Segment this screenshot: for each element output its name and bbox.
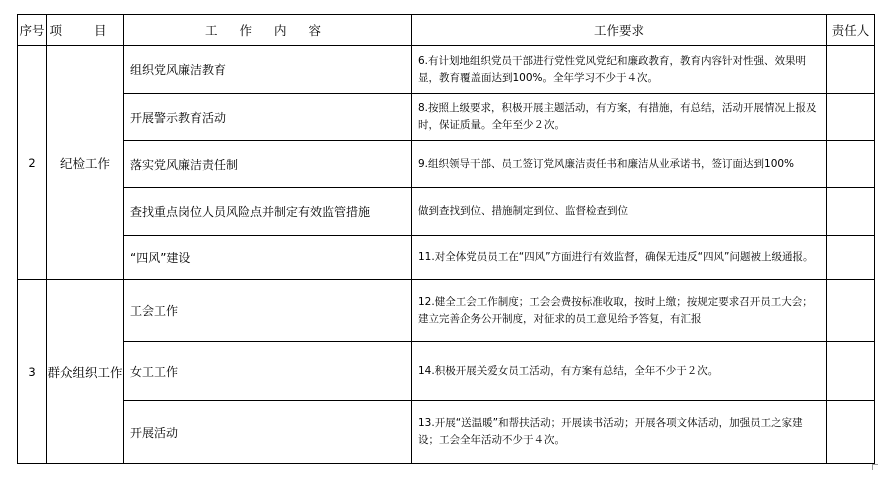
table-row — [18, 46, 875, 94]
table-row — [18, 188, 875, 236]
content-cell: 组织党风廉洁教育 — [124, 46, 412, 94]
table-row — [18, 401, 875, 464]
requirement-cell: 12.健全工会工作制度；工会会费按标准收取，按时上缴；按规定要求召开员工大会；建立完善企务公开制度，对征求的员工意见给予答复，有汇报 — [412, 280, 827, 342]
owner-cell[interactable] — [827, 236, 875, 280]
table-row — [18, 236, 875, 280]
table-row — [18, 280, 875, 342]
owner-cell[interactable] — [827, 94, 875, 141]
requirement-cell: 13.开展“送温暖”和帮扶活动；开展读书活动；开展各项文体活动，加强员工之家建设；工会全年活动不少于４次。 — [412, 401, 827, 464]
requirement-cell: 做到查找到位、措施制定到位、监督检查到位 — [412, 188, 827, 236]
row-number: 2 — [18, 46, 47, 280]
table-row — [18, 94, 875, 141]
page-corner-mark — [872, 464, 878, 470]
category-cell: 纪检工作 — [47, 46, 124, 280]
header-content: 工 作 内 容 — [124, 15, 412, 46]
table-row — [18, 141, 875, 188]
requirement-cell: 14.积极开展关爱女员工活动，有方案有总结，全年不少于２次。 — [412, 342, 827, 401]
owner-cell[interactable] — [827, 280, 875, 342]
content-cell: 女工工作 — [124, 342, 412, 401]
requirement-cell: 9.组织领导干部、员工签订党风廉洁责任书和廉洁从业承诺书，签订面达到100% — [412, 141, 827, 188]
row-number: 3 — [18, 280, 47, 464]
table-row — [18, 342, 875, 401]
owner-cell[interactable] — [827, 342, 875, 401]
content-cell: 工会工作 — [124, 280, 412, 342]
requirement-cell: 8.按照上级要求，积极开展主题活动，有方案，有措施，有总结，活动开展情况上报及时，保证质量。全年至少２次。 — [412, 94, 827, 141]
header-requirement: 工作要求 — [412, 15, 827, 46]
content-cell: 开展活动 — [124, 401, 412, 464]
category-cell: 群众组织工作 — [47, 280, 124, 464]
table-header-row — [18, 15, 875, 46]
owner-cell[interactable] — [827, 141, 875, 188]
header-no: 序号 — [18, 15, 47, 46]
content-cell: “四风”建设 — [124, 236, 412, 280]
header-project: 项 目 — [47, 15, 124, 46]
owner-cell[interactable] — [827, 46, 875, 94]
content-cell: 落实党风廉洁责任制 — [124, 141, 412, 188]
header-owner: 责任人 — [827, 15, 875, 46]
content-cell: 查找重点岗位人员风险点并制定有效监管措施 — [124, 188, 412, 236]
work-task-table — [17, 14, 875, 464]
content-cell: 开展警示教育活动 — [124, 94, 412, 141]
requirement-cell: 6.有计划地组织党员干部进行党性党风党纪和廉政教育，教育内容针对性强、效果明显，教育覆盖面达到100%。全年学习不少于４次。 — [412, 46, 827, 94]
owner-cell[interactable] — [827, 401, 875, 464]
owner-cell[interactable] — [827, 188, 875, 236]
requirement-cell: 11.对全体党员员工在“四风”方面进行有效监督，确保无违反“四风”问题被上级通报。 — [412, 236, 827, 280]
